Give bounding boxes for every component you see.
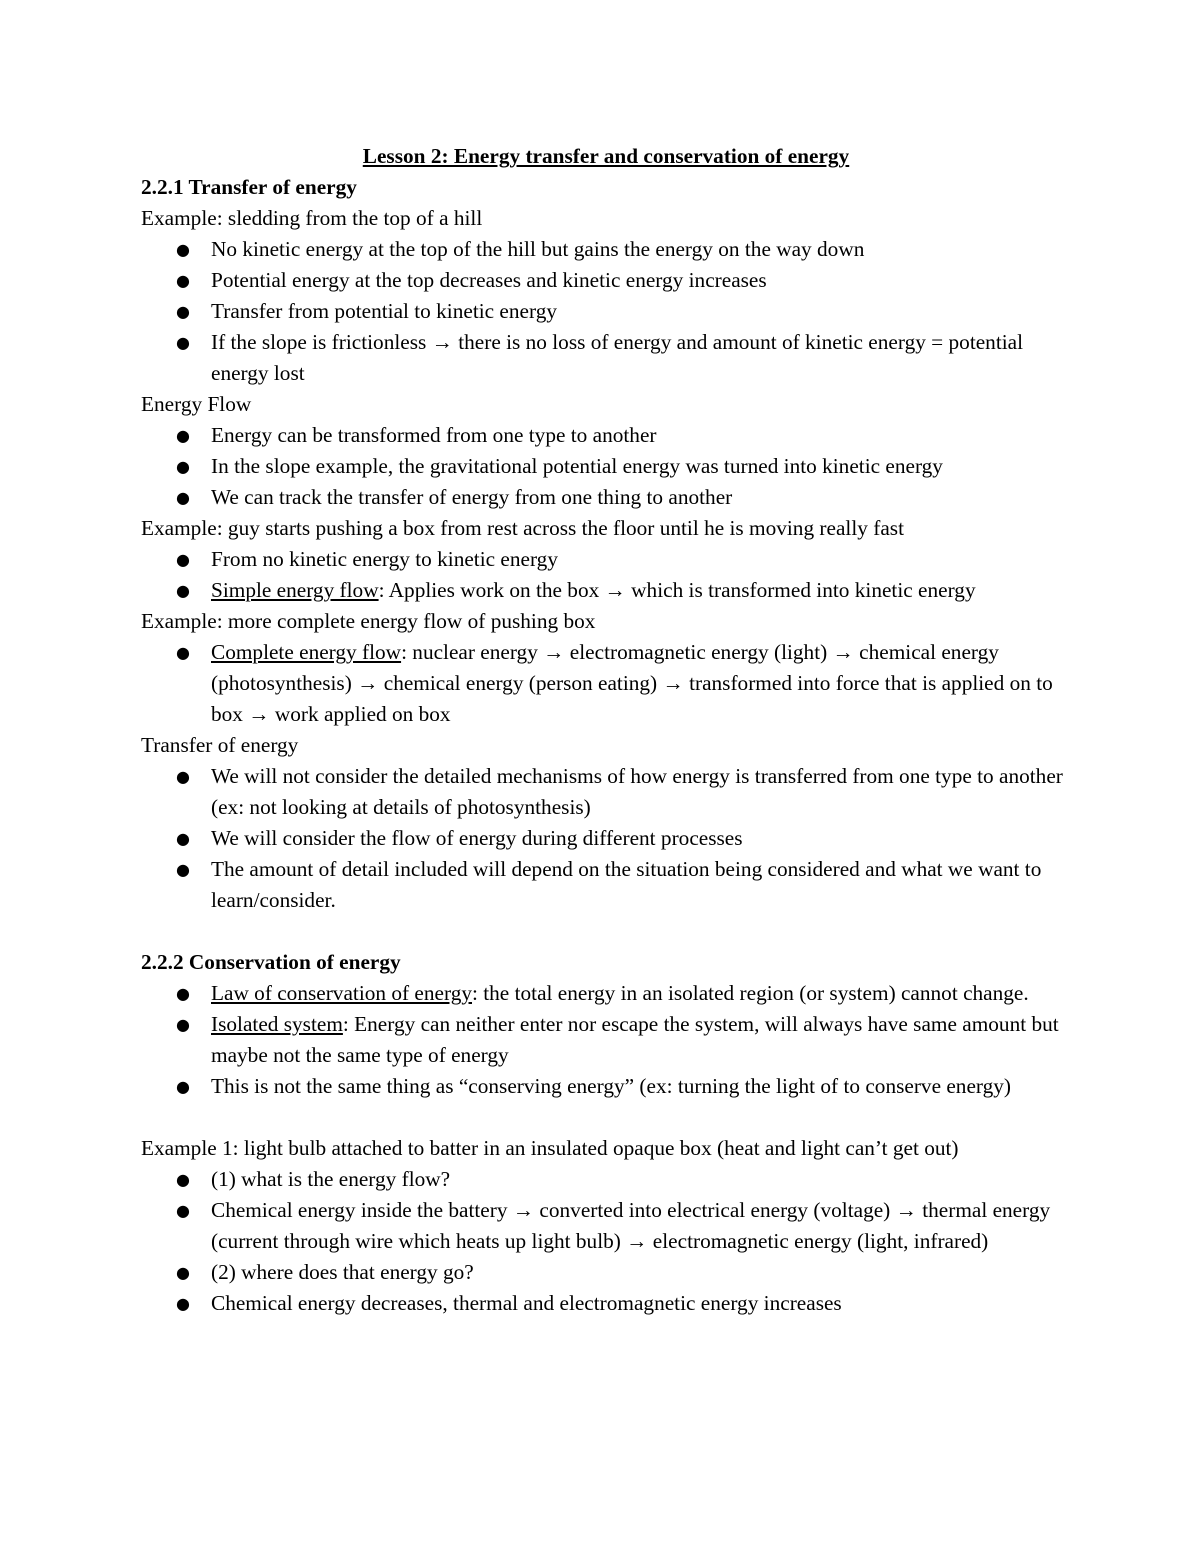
document-page <box>141 141 1071 1319</box>
list-item <box>141 1009 1071 1071</box>
list-item-text: If the slope is frictionless → there is no loss of energy and amount of kinetic energy = potential energy lost <box>211 330 1024 385</box>
bullet-icon: ● <box>176 1201 190 1220</box>
bullet-list-light-bulb <box>141 1164 1071 1319</box>
list-item <box>141 482 1071 513</box>
bullet-icon: ● <box>176 302 190 321</box>
list-item <box>141 265 1071 296</box>
list-item-text: Energy can be transformed from one type to another <box>211 423 657 447</box>
list-item <box>141 327 1071 389</box>
bullet-icon: ● <box>176 457 190 476</box>
list-item <box>141 234 1071 265</box>
list-item-text: From no kinetic energy to kinetic energy <box>211 547 558 571</box>
list-item-text: (2) where does that energy go? <box>211 1260 474 1284</box>
bullet-icon: ● <box>176 1294 190 1313</box>
bullet-icon: ● <box>176 767 190 786</box>
bullet-list-conservation <box>141 978 1071 1102</box>
bullet-icon: ● <box>176 984 190 1003</box>
list-item-text: The amount of detail included will depend on the situation being considered and what we want to learn/consider. <box>211 857 1042 912</box>
example-label-sledding: Example: sledding from the top of a hill <box>141 206 483 230</box>
list-item-text: (1) what is the energy flow? <box>211 1167 451 1191</box>
bullet-icon: ● <box>176 643 190 662</box>
bullet-list-complete-flow <box>141 637 1071 730</box>
list-item-text: We can track the transfer of energy from one thing to another <box>211 485 733 509</box>
bullet-list-sledding <box>141 234 1071 389</box>
bullet-icon: ● <box>176 1170 190 1189</box>
list-item-text: We will consider the flow of energy during different processes <box>211 826 743 850</box>
transfer-of-energy-label: Transfer of energy <box>141 733 299 757</box>
bullet-list-pushing-box <box>141 544 1071 606</box>
list-item-text: : the total energy in an isolated region (or system) cannot change. <box>472 981 1029 1005</box>
bullet-icon: ● <box>176 1015 190 1034</box>
list-item <box>141 637 1071 730</box>
list-item-text: : Applies work on the box → which is transformed into kinetic energy <box>378 578 976 602</box>
bullet-icon: ● <box>176 271 190 290</box>
term-simple-energy-flow: Simple energy flow <box>211 578 379 602</box>
list-item <box>141 1071 1071 1102</box>
list-item <box>141 823 1071 854</box>
list-item-text: Chemical energy decreases, thermal and electromagnetic energy increases <box>211 1291 842 1315</box>
bullet-icon: ● <box>176 581 190 600</box>
list-item <box>141 1195 1071 1257</box>
list-item-text: : Energy can neither enter nor escape the system, will always have same amount but maybe not the same type of energy <box>211 1012 1059 1067</box>
list-item-text: We will not consider the detailed mechanisms of how energy is transferred from one type to another (ex: not looking at details of photosynthesis) <box>211 764 1063 819</box>
list-item <box>141 451 1071 482</box>
list-item <box>141 1288 1071 1319</box>
blank-line <box>141 916 1071 947</box>
bullet-icon: ● <box>176 240 190 259</box>
list-item-text: This is not the same thing as “conserving energy” (ex: turning the light of to conserve energy) <box>211 1074 1012 1098</box>
term-isolated-system: Isolated system <box>211 1012 343 1036</box>
list-item <box>141 761 1071 823</box>
list-item-text: In the slope example, the gravitational potential energy was turned into kinetic energy <box>211 454 943 478</box>
list-item <box>141 978 1071 1009</box>
list-item <box>141 1164 1071 1195</box>
example-label-light-bulb: Example 1: light bulb attached to batter in an insulated opaque box (heat and light can’t get out) <box>141 1136 959 1160</box>
list-item <box>141 544 1071 575</box>
section-heading-conservation: 2.2.2 Conservation of energy <box>141 950 401 974</box>
bullet-icon: ● <box>176 426 190 445</box>
bullet-icon: ● <box>176 1263 190 1282</box>
bullet-list-energy-flow <box>141 420 1071 513</box>
bullet-icon: ● <box>176 829 190 848</box>
bullet-icon: ● <box>176 333 190 352</box>
list-item-text: Chemical energy inside the battery → converted into electrical energy (voltage) → thermal energy (current through wire which heats up light bulb) → electromagnetic energy (light, infrared) <box>211 1198 1051 1253</box>
term-complete-energy-flow: Complete energy flow <box>211 640 402 664</box>
list-item-text: Potential energy at the top decreases and kinetic energy increases <box>211 268 767 292</box>
list-item-text: : nuclear energy → electromagnetic energy (light) → chemical energy (photosynthesis) → chemical energy (person eating) → transformed into force that is applied on to box → work applied on box <box>211 640 1053 726</box>
bullet-icon: ● <box>176 860 190 879</box>
page-title: Lesson 2: Energy transfer and conservation of energy <box>362 144 850 168</box>
list-item <box>141 296 1071 327</box>
list-item <box>141 1257 1071 1288</box>
energy-flow-label: Energy Flow <box>141 392 252 416</box>
list-item-text: Transfer from potential to kinetic energy <box>211 299 557 323</box>
term-law-of-conservation: Law of conservation of energy <box>211 981 472 1005</box>
bullet-icon: ● <box>176 488 190 507</box>
bullet-list-transfer <box>141 761 1071 916</box>
list-item <box>141 854 1071 916</box>
section-heading-transfer: 2.2.1 Transfer of energy <box>141 175 357 199</box>
bullet-icon: ● <box>176 1077 190 1096</box>
list-item <box>141 420 1071 451</box>
list-item <box>141 575 1071 606</box>
blank-line <box>141 1102 1071 1133</box>
list-item-text: No kinetic energy at the top of the hill but gains the energy on the way down <box>211 237 865 261</box>
example-label-pushing-box: Example: guy starts pushing a box from rest across the floor until he is moving really fast <box>141 516 904 540</box>
bullet-icon: ● <box>176 550 190 569</box>
example-label-complete-flow: Example: more complete energy flow of pushing box <box>141 609 596 633</box>
